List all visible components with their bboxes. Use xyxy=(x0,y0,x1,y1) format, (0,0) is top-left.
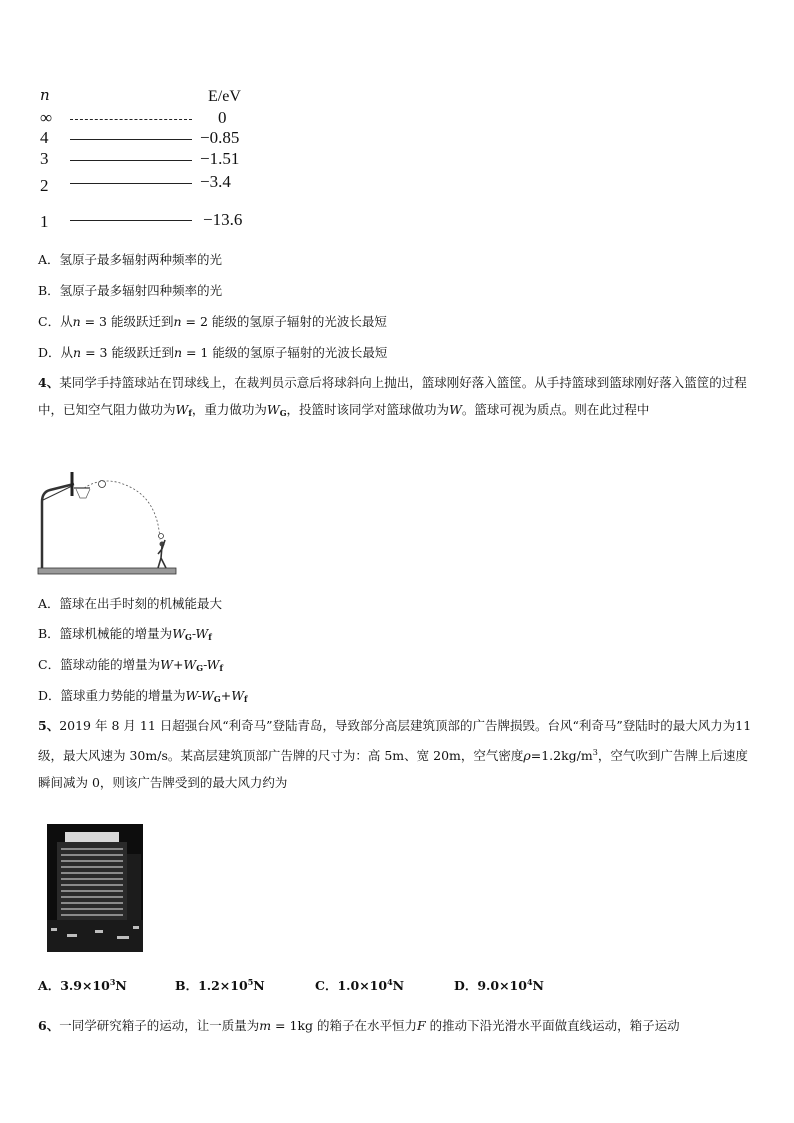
level-line-2 xyxy=(70,183,192,184)
level-label-2: 2 xyxy=(40,176,49,195)
building-photo xyxy=(47,824,143,952)
basketball-shot-figure xyxy=(36,470,186,578)
q3-option-c: C．从n = 3 能级跃迁到n = 2 能级的氢原子辐射的光波长最短 xyxy=(38,314,387,329)
q4-option-d: D．篮球重力势能的增量为$W-W_G+W_f$ xyxy=(38,688,248,704)
level-energy-1: −13.6 xyxy=(203,210,243,229)
q3-option-a: A．氢原子最多辐射两种频率的光 xyxy=(38,252,223,267)
level-line-inf xyxy=(70,119,192,120)
level-label-4: 4 xyxy=(40,128,49,147)
level-energy-inf: 0 xyxy=(218,108,227,127)
level-line-3 xyxy=(70,160,192,161)
q4-stem: 4、某同学手持篮球站在罚球线上，在裁判员示意后将球斜向上抛出，篮球刚好落入篮筐。从手持篮球到篮球刚好落入篮筐的过程中，已知空气阻力做功为$W_f$，重力做功为$W_G$，投篮时该同学对篮球做功为W。篮球可视为质点。则在此过程中 xyxy=(38,375,747,418)
q3-option-b: B．氢原子最多辐射四种频率的光 xyxy=(38,283,223,298)
q5-number: 5、 xyxy=(38,718,60,733)
q6-number: 6、 xyxy=(38,1018,60,1033)
q5-option-c: C．$1.0\times 10^4N$ xyxy=(315,977,405,993)
q4-number: 4、 xyxy=(38,375,60,390)
q6-stem: 6、一同学研究箱子的运动，让一质量为m = 1kg 的箱子在水平恒力F 的推动下沿光滑水平面做直线运动，箱子运动 xyxy=(38,1018,680,1033)
q5-stem: 5、2019 年 8 月 11 日超强台风“利奇马”登陆青岛，导致部分高层建筑顶部的广告牌损毁。台风“利奇马”登陆时的最大风力为11 级，最大风速为 30m/s。某高层建筑顶部广告牌的尺寸为：高 5m、宽 20m，空气密度$\rho=1.2kg/m^3$，空气吹到广告牌上后速度瞬间减为 0，则该广告牌受到的最大风力约为 xyxy=(38,718,752,790)
n-axis-header: n xyxy=(40,86,50,104)
q5-option-b: B．$1.2\times 10^5N$ xyxy=(175,977,265,993)
level-label-inf: ∞ xyxy=(40,108,53,127)
q4-option-b: B．篮球机械能的增量为$W_G-W_f$ xyxy=(38,626,212,642)
q4-option-a: A．篮球在出手时刻的机械能最大 xyxy=(38,596,223,611)
level-energy-3: −1.51 xyxy=(200,149,240,168)
level-label-3: 3 xyxy=(40,149,49,168)
level-line-4 xyxy=(70,139,192,140)
level-energy-4: −0.85 xyxy=(200,128,240,147)
q5-option-d: D．$9.0\times 10^4N$ xyxy=(454,977,544,993)
q5-option-a: A．$3.9\times 10^3N$ xyxy=(38,977,127,993)
level-line-1 xyxy=(70,220,192,221)
energy-axis-header: E/eV xyxy=(208,88,241,105)
q3-option-d: D．从n = 3 能级跃迁到n = 1 能级的氢原子辐射的光波长最短 xyxy=(38,345,388,360)
level-label-1: 1 xyxy=(40,212,49,231)
q4-option-c: C．篮球动能的增量为$W+W_G-W_f$ xyxy=(38,657,223,673)
level-energy-2: −3.4 xyxy=(200,172,231,191)
